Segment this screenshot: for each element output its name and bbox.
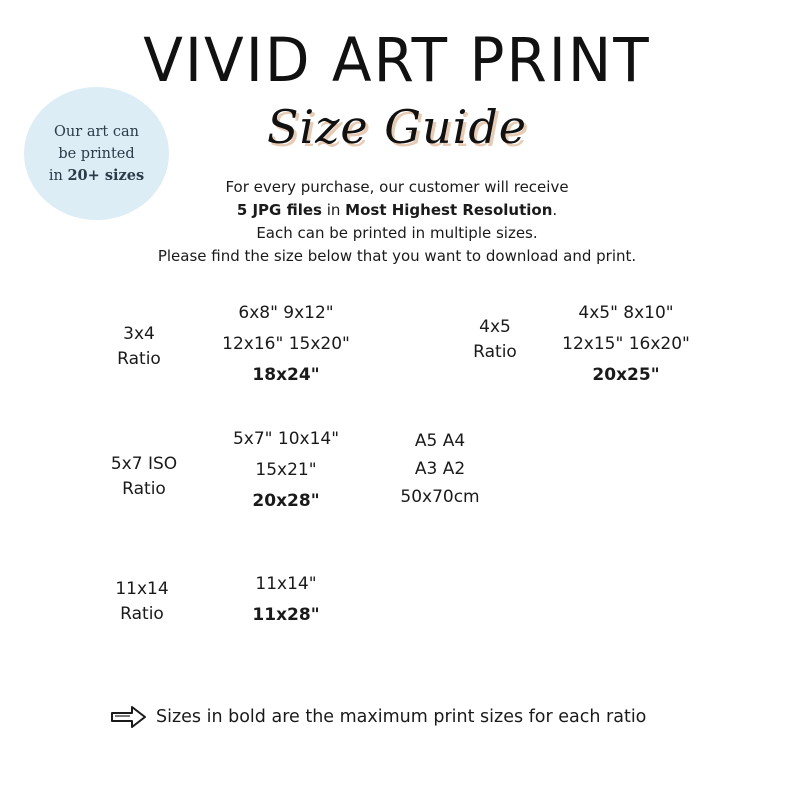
- ratio-label-5x7-iso: [90, 452, 198, 502]
- ratio-word: Ratio: [122, 479, 166, 499]
- size-row: 12x15" 16x20": [562, 334, 690, 354]
- intro-line-2: [0, 199, 794, 222]
- badge-line-3-bold: 20+ sizes: [67, 166, 145, 184]
- sizes-iso-paper: [380, 427, 500, 511]
- max-size: 20x28": [252, 491, 320, 511]
- size-row: A3 A2: [414, 459, 466, 479]
- intro-text: [0, 176, 794, 268]
- ratio-word: Ratio: [473, 342, 517, 362]
- badge-line-1: Our art can: [54, 123, 139, 140]
- ratio-word: Ratio: [117, 349, 161, 369]
- intro-mid: in: [321, 201, 346, 219]
- intro-line-4: Please find the size below that you want to download and print.: [157, 247, 637, 265]
- ratio-name: 5x7 ISO: [110, 454, 178, 474]
- intro-line-3: Each can be printed in multiple sizes.: [256, 224, 538, 242]
- ratio-label-3x4: [90, 322, 188, 372]
- intro-bold-resolution: Most Highest Resolution: [345, 201, 553, 219]
- ratio-label-11x14: [93, 577, 191, 627]
- intro-line-1: For every purchase, our customer will receive: [225, 178, 569, 196]
- badge-line-3-prefix: in: [48, 167, 68, 184]
- size-row: 12x16" 15x20": [222, 334, 350, 354]
- footer-note: [110, 702, 646, 732]
- size-row: 11x14": [255, 574, 317, 594]
- page-subtitle: Size Guide: [266, 100, 528, 154]
- size-row: A5 A4: [414, 431, 466, 451]
- intro-bold-files: 5 JPG files: [236, 201, 322, 219]
- intro-end: .: [552, 201, 558, 219]
- size-row: 5x7" 10x14": [232, 429, 340, 449]
- ratio-name: 3x4: [123, 324, 155, 344]
- size-row: 50x70cm: [400, 487, 480, 507]
- page-title: VIVID ART PRINT: [143, 24, 651, 96]
- sizes-4x5: [526, 298, 726, 391]
- sizes-5x7-iso: [186, 424, 386, 517]
- arrow-right-icon: [110, 704, 148, 730]
- ratio-name: 11x14: [115, 579, 169, 599]
- sizes-3x4: [186, 298, 386, 391]
- size-row: 4x5" 8x10": [578, 303, 674, 323]
- max-size: 11x28": [252, 605, 320, 625]
- max-size: 18x24": [252, 365, 320, 385]
- sizes-11x14: [186, 569, 386, 631]
- badge-line-2: be printed: [58, 145, 135, 162]
- max-size: 20x25": [592, 365, 660, 385]
- ratio-name: 4x5: [479, 317, 511, 337]
- footer-text: Sizes in bold are the maximum print sizes for each ratio: [156, 707, 647, 727]
- size-row: 6x8" 9x12": [238, 303, 334, 323]
- ratio-word: Ratio: [120, 604, 164, 624]
- size-row: 15x21": [255, 460, 317, 480]
